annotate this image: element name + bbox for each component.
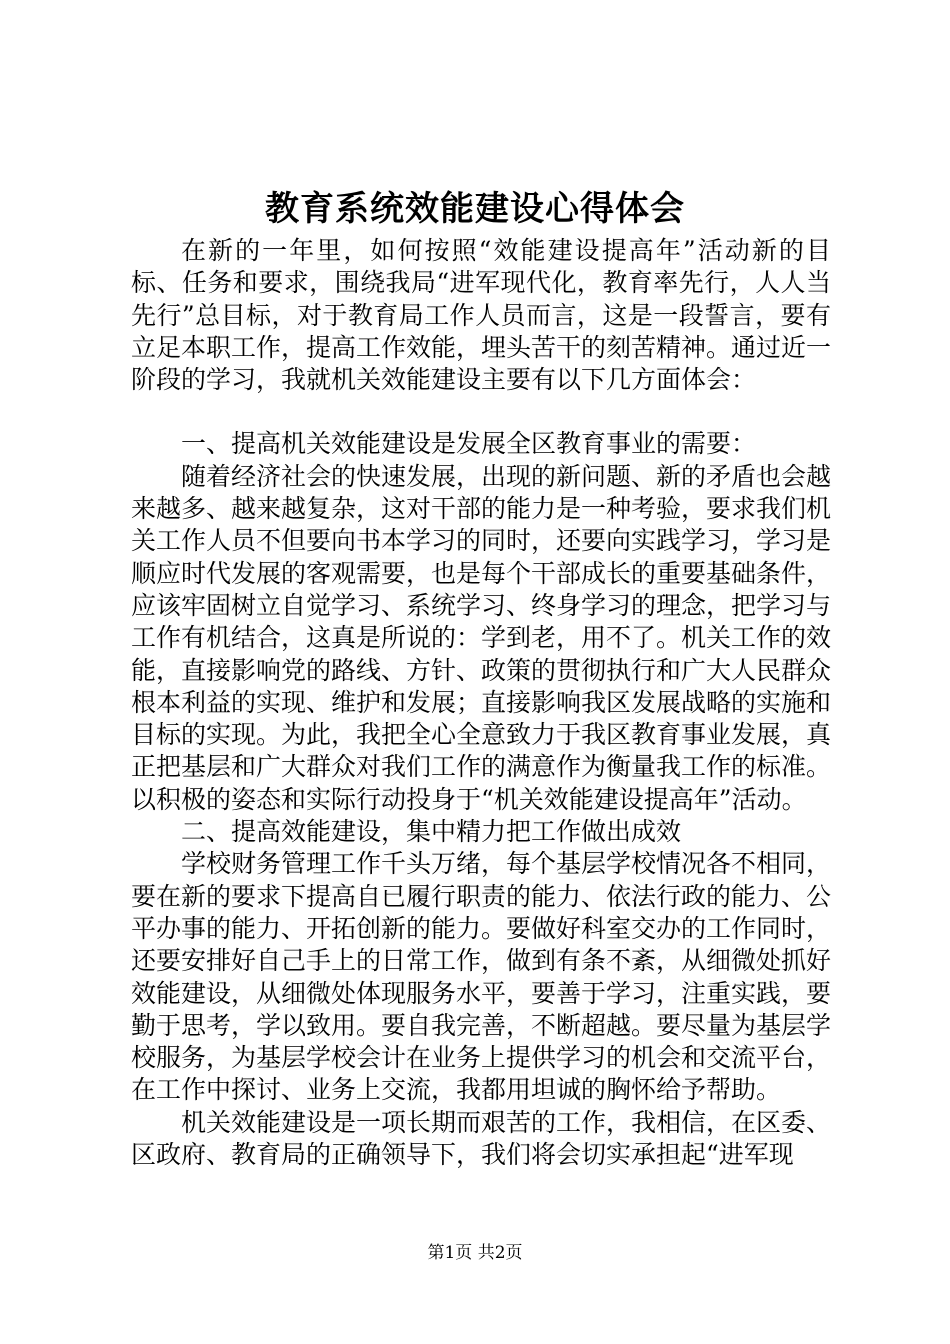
- paragraph-section-1: 随着经济社会的快速发展，出现的新问题、新的矛盾也会越来越多、越来越复杂，这对干部的能力是一种考验，要求我们机关工作人员不但要向书本学习的同时，还要向实践学习，学习是顺应时代发展的客观需要，也是每个干部成长的重要基础条件，应该牢固树立自觉学习、系统学习、终身学习的理念，把学习与工作有机结合，这真是所说的：学到老，用不了。机关工作的效能，直接影响党的路线、方针、政策的贯彻执行和广大人民群众根本利益的实现、维护和发展；直接影响我区发展战略的实施和目标的实现。为此，我把全心全意致力于我区教育事业发展，真正把基层和广大群众对我们工作的满意作为衡量我工作的标准。以积极的姿态和实际行动投身于“机关效能建设提高年”活动。: [131, 461, 832, 814]
- paragraph-section-2: 学校财务管理工作千头万绪，每个基层学校情况各不相同，要在新的要求下提高自已履行职责的能力、依法行政的能力、公平办事的能力、开拓创新的能力。要做好科室交办的工作同时，还要安排好自己手上的日常工作，做到有条不紊，从细微处抓好效能建设，从细微处体现服务水平，要善于学习，注重实践，要勤于思考，学以致用。要自我完善，不断超越。要尽量为基层学校服务，为基层学校会计在业务上提供学习的机会和交流平台，在工作中探讨、业务上交流，我都用坦诚的胸怀给予帮助。: [131, 849, 832, 1105]
- section-heading-2: 二、提高效能建设，集中精力把工作做出成效: [181, 817, 682, 847]
- section-heading-1: 一、提高机关效能建设是发展全区教育事业的需要：: [181, 429, 757, 459]
- paragraph-closing: 机关效能建设是一项长期而艰苦的工作，我相信，在区委、区政府、教育局的正确领导下，我们将会切实承担起“进军现: [131, 1107, 832, 1170]
- document-body: [131, 235, 831, 1171]
- document-title: 教育系统效能建设心得体会: [265, 189, 685, 229]
- paragraph-intro: 在新的一年里，如何按照“效能建设提高年”活动新的目标、任务和要求，围绕我局“进军现代化，教育率先行，人人当先行”总目标，对于教育局工作人员而言，这是一段誓言，要有立足本职工作，提高工作效能，埋头苦干的刻苦精神。通过近一阶段的学习，我就机关效能建设主要有以下几方面体会：: [131, 236, 832, 395]
- page-footer: 第1页 共2页: [427, 1243, 523, 1263]
